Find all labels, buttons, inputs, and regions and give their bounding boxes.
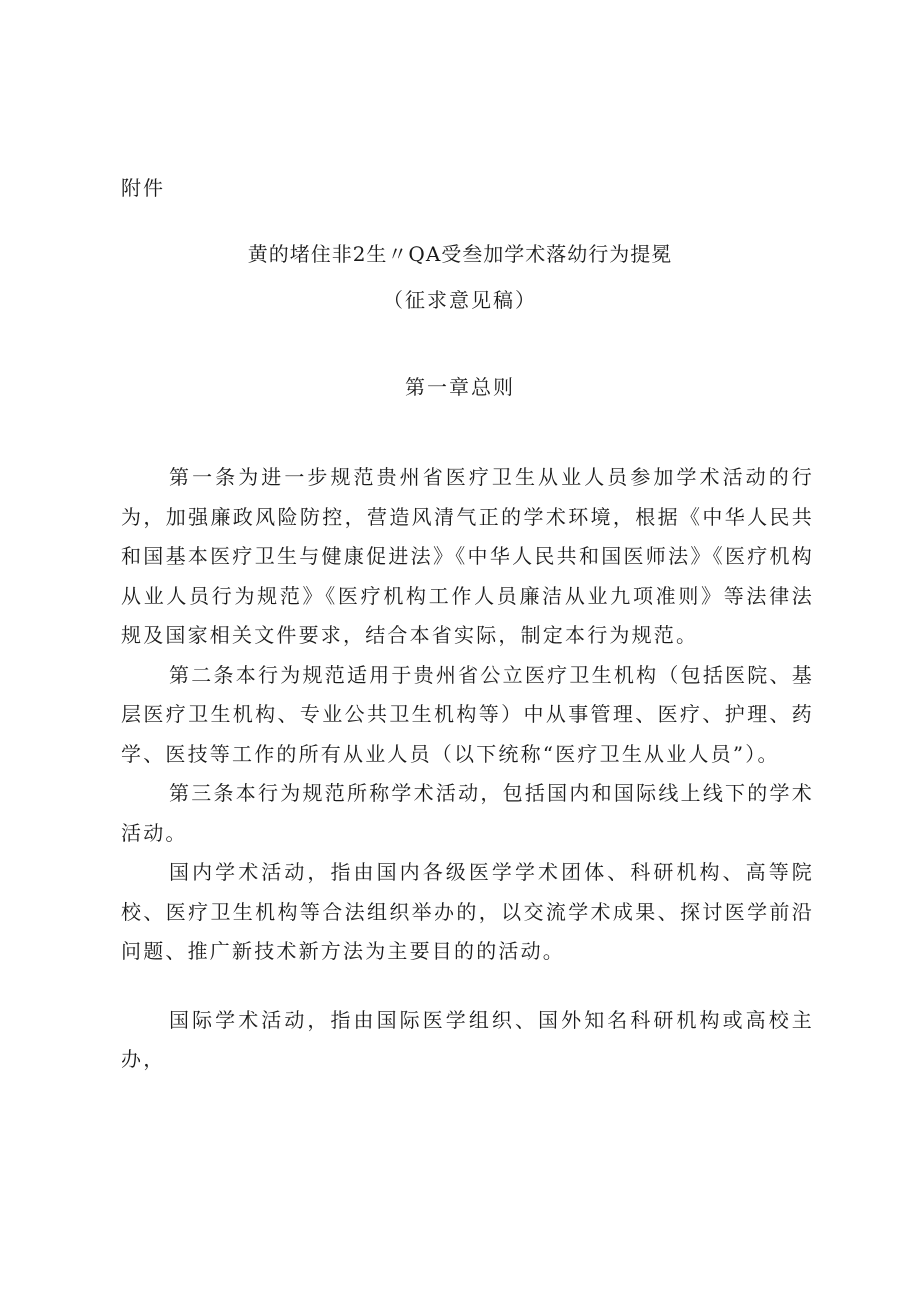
international-activity-paragraph: 国际学术活动，指由国际医学组织、国外知名科研机构或高校主办，	[121, 1007, 814, 1071]
article-1-paragraph: 第一条为进一步规范贵州省医疗卫生从业人员参加学术活动的行为，加强廉政风险防控，营造风清气正的学术环境，根据《中华人民共和国基本医疗卫生与健康促进法》《中华人民共和国医师法》《医疗机构从业人员行为规范》《医疗机构工作人员廉洁从业九项准则》等法律法规及国家相关文件要求，结合本省实际，制定本行为规范。	[121, 465, 814, 647]
document-title: 黄的堵住非2生〃QA受叁加学术落幼行为提冕	[247, 242, 673, 266]
attachment-label: 附件	[121, 176, 165, 200]
document-body	[121, 458, 814, 1080]
chapter-heading: 第一章总则	[405, 375, 515, 399]
article-3-paragraph: 第三条本行为规范所称学术活动，包括国内和国际线上线下的学术活动。	[121, 781, 814, 845]
domestic-activity-paragraph: 国内学术活动，指由国内各级医学学术团体、科研机构、高等院校、医疗卫生机构等合法组织举办的，以交流学术成果、探讨医学前沿问题、推广新技术新方法为主要目的的活动。	[121, 860, 814, 963]
article-2-paragraph: 第二条本行为规范适用于贵州省公立医疗卫生机构（包括医院、基层医疗卫生机构、专业公共卫生机构等）中从事管理、医疗、护理、药学、医技等工作的所有从业人员（以下统称“医疗卫生从业人员”）。	[121, 662, 814, 766]
document-subtitle: （征求意见稿）	[383, 288, 537, 312]
